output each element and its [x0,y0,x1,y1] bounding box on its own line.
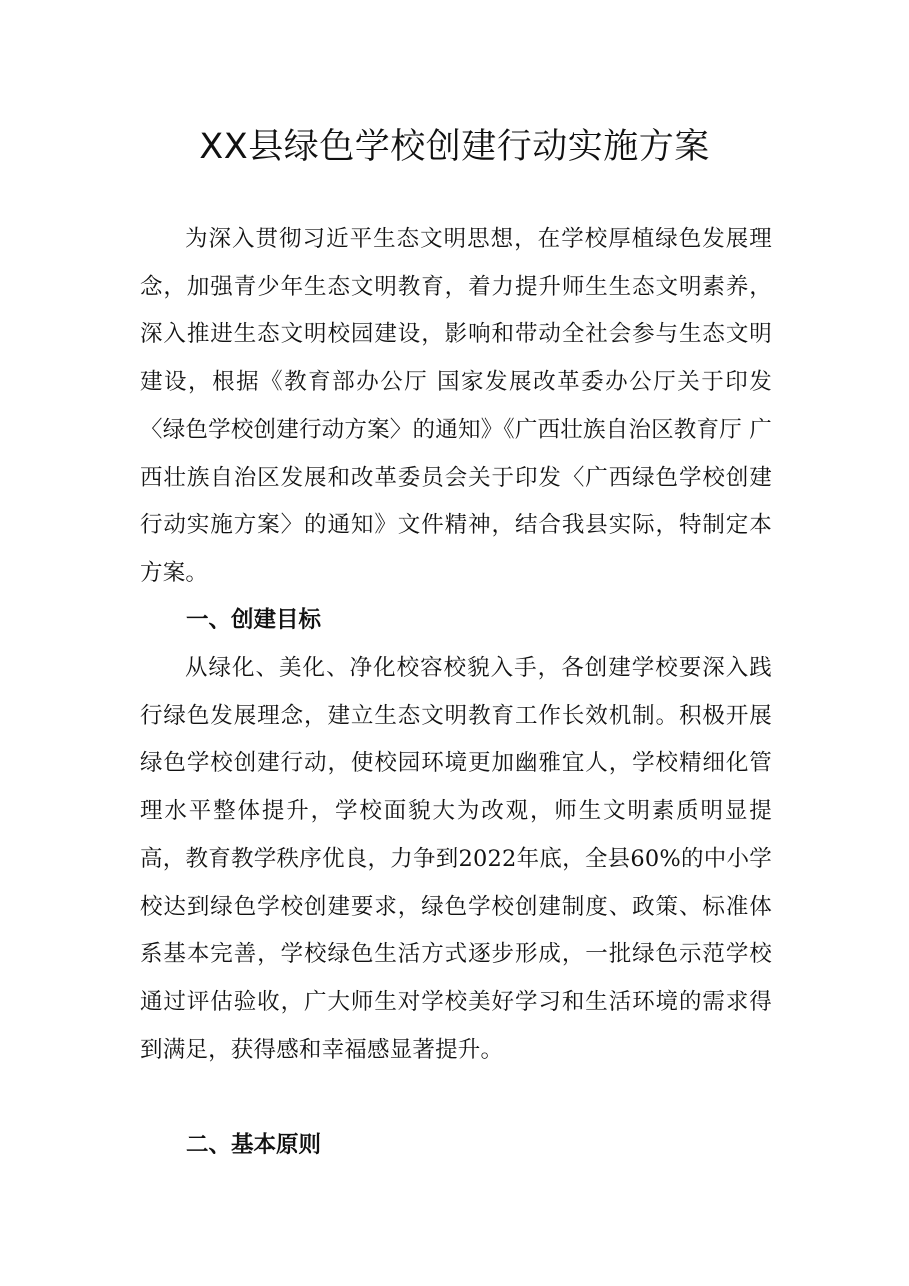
section-heading-goals: 一、创建目标 [186,607,322,633]
intro-paragraph: 为深入贯彻习近平生态文明思想，在学校厚植绿色发展理念，加强青少年生态文明教育，着力提升师生生态文明素养，深入推进生态文明校园建设，影响和带动全社会参与生态文明建设，根据《教育部办公厅 国家发展改革委办公厅关于印发〈绿色学校创建行动方案〉的通知》《广西壮族自治区教育厅 广西壮族自治区发展和改革委员会关于印发〈广西绿色学校创建行动实施方案〉的通知》文件精神，结合我县实际，特制定本方案。 [140,226,772,586]
section-heading-principles: 二、基本原则 [186,1132,322,1158]
goals-paragraph: 从绿化、美化、净化校容校貌入手，各创建学校要深入践行绿色发展理念，建立生态文明教育工作长效机制。积极开展绿色学校创建行动，使校园环境更加幽雅宜人，学校精细化管理水平整体提升，学校面貌大为改观，师生文明素质明显提高，教育教学秩序优良，力争到2022年底，全县60%的中小学校达到绿色学校创建要求，绿色学校创建制度、政策、标准体系基本完善，学校绿色生活方式逐步形成，一批绿色示范学校通过评估验收，广大师生对学校美好学习和生活环境的需求得到满足，获得感和幸福感显著提升。 [140,655,772,1063]
document-title: XX县绿色学校创建行动实施方案 [199,127,710,167]
